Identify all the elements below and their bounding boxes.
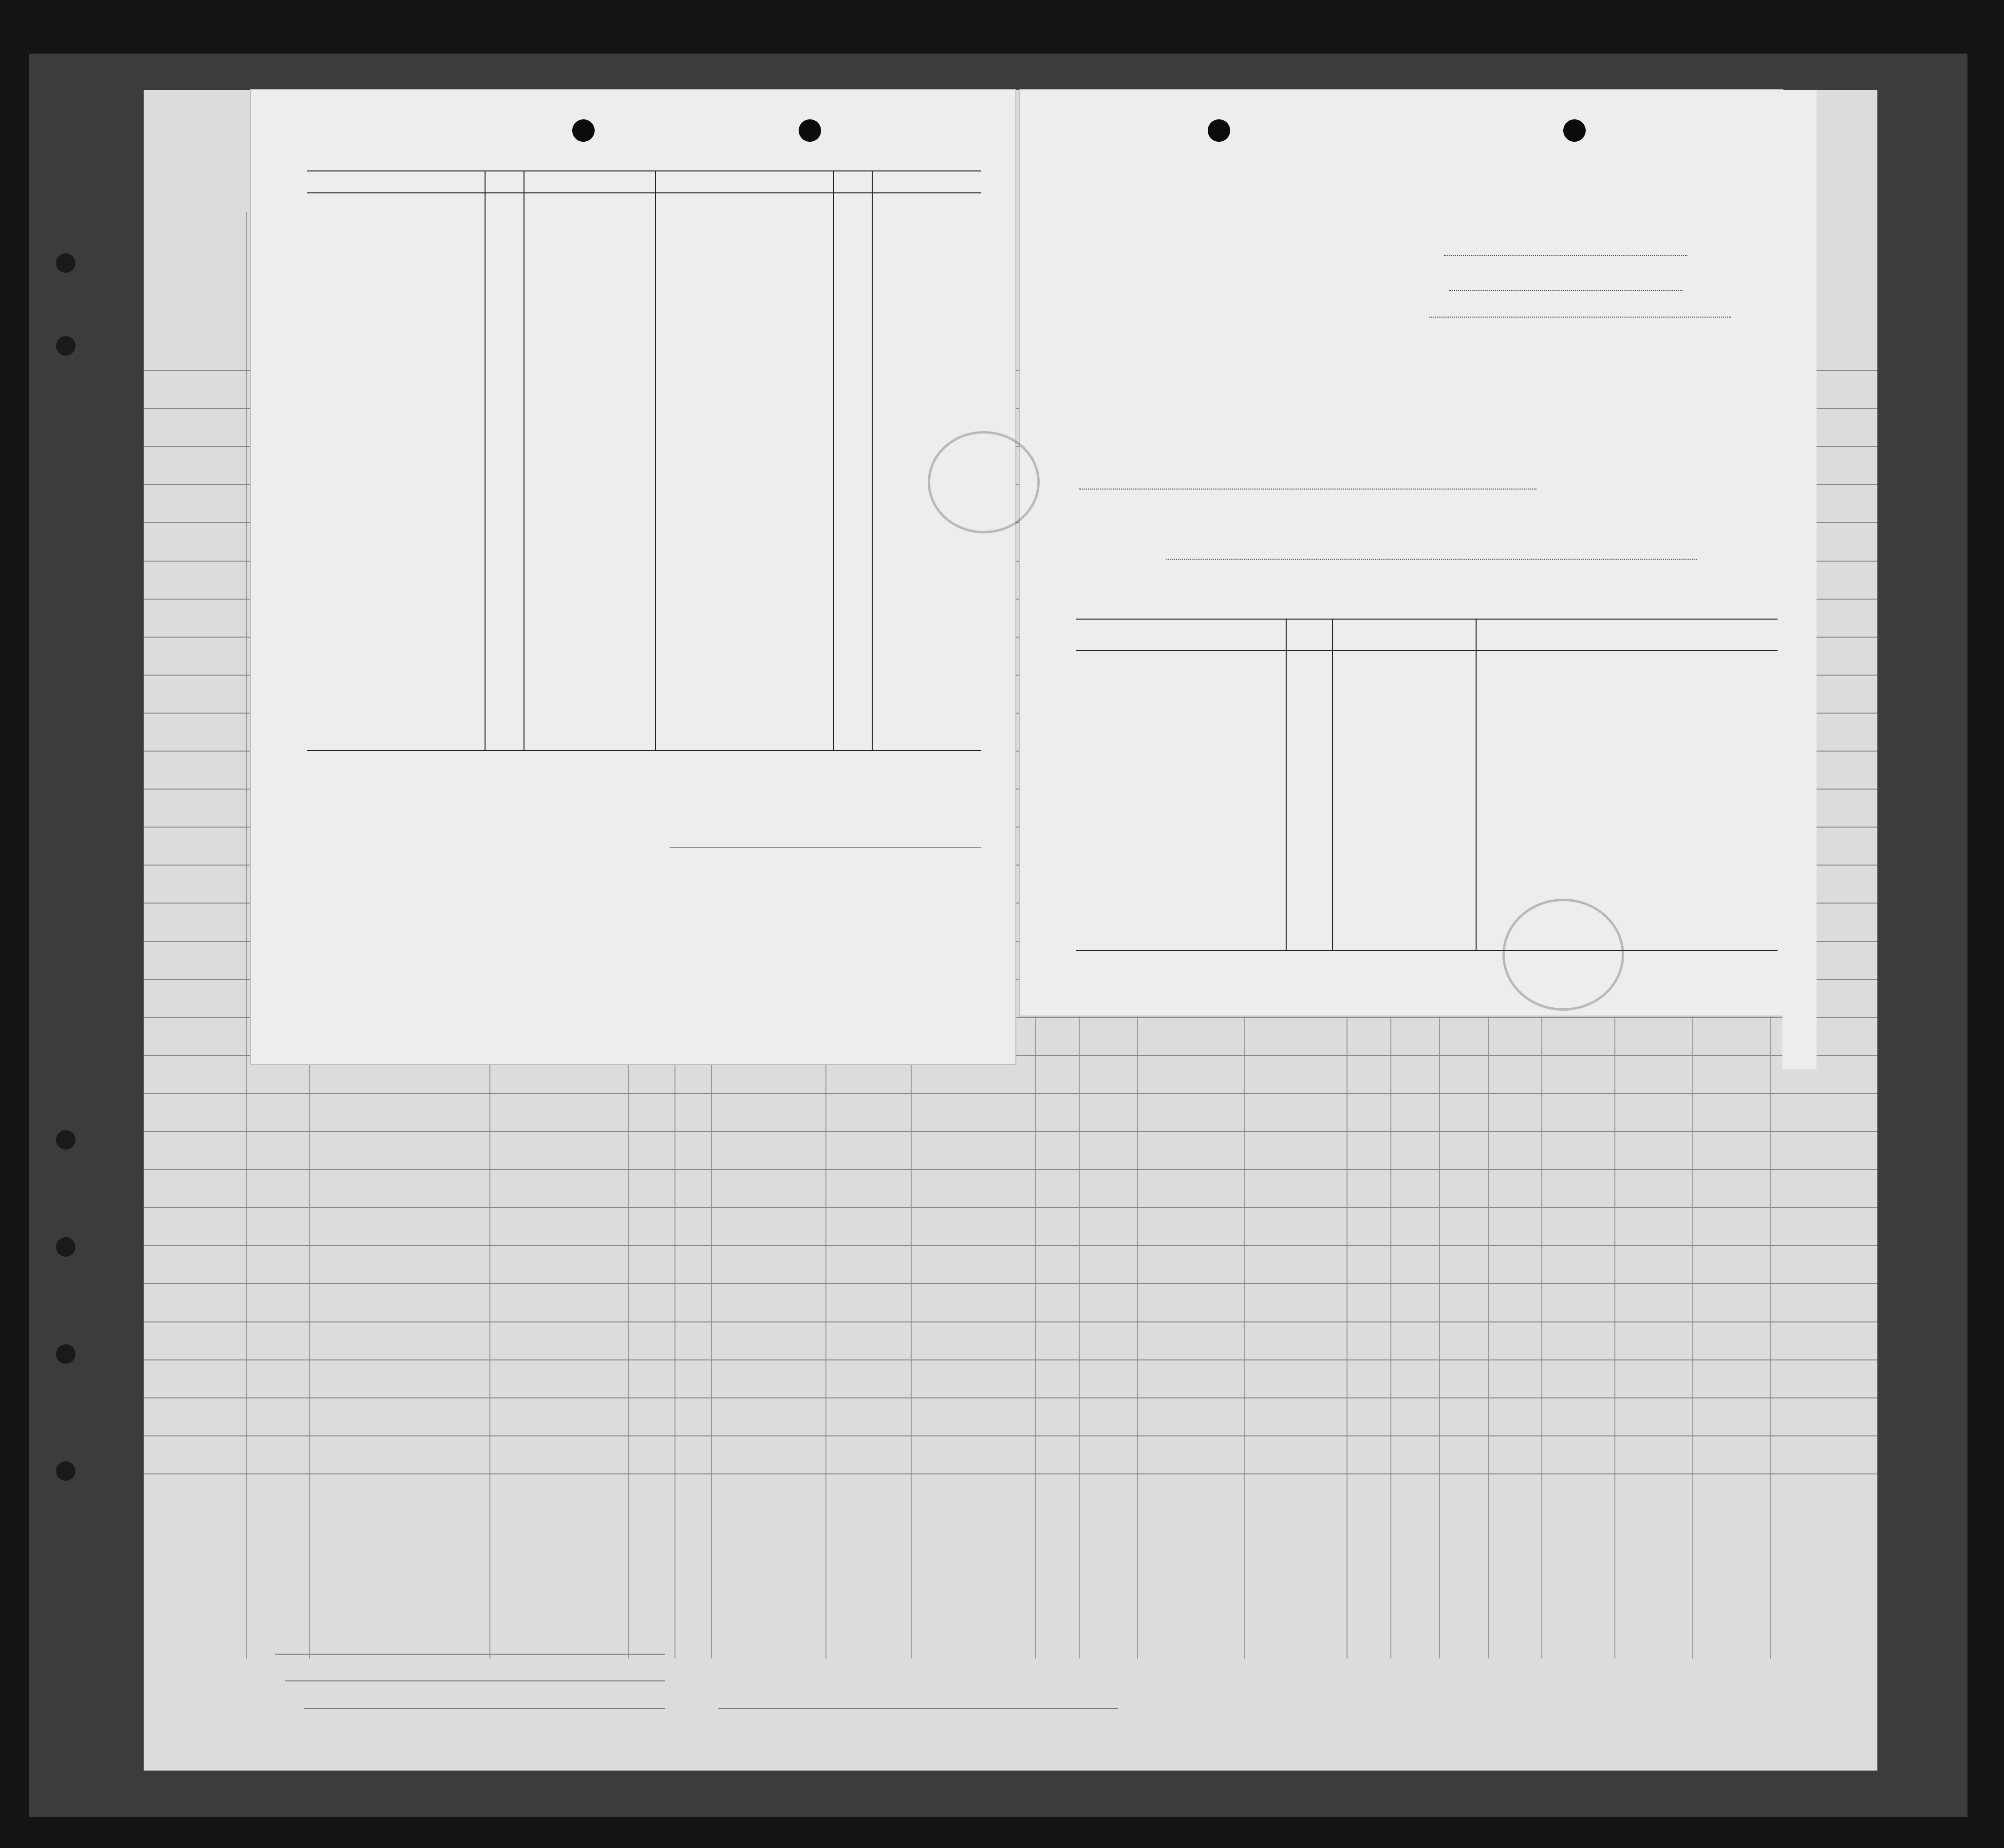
- seamen-signed-on-form: [251, 90, 1015, 1064]
- binder-hole: [56, 1130, 75, 1150]
- manifest-row: [144, 1321, 1877, 1360]
- manifest-row: [144, 1473, 1877, 1512]
- manifest-row: [144, 1207, 1877, 1246]
- voyage-line: [1166, 559, 1697, 560]
- punch-hole: [572, 119, 595, 142]
- table-col-rule: [655, 170, 656, 750]
- manifest-footer: [144, 1581, 1877, 1771]
- manifest-row: [144, 1245, 1877, 1284]
- binder-hole: [56, 1461, 75, 1481]
- table-col-rule: [872, 170, 873, 750]
- deserters-col-rule: [1332, 619, 1333, 950]
- deserters-col-rule: [1286, 619, 1287, 950]
- owners-underline: [285, 1680, 665, 1681]
- master-statement-form: [1020, 90, 1782, 1016]
- table-col-rule: [833, 170, 834, 750]
- port-line: [1444, 255, 1687, 256]
- consignee-line: [1079, 489, 1536, 490]
- table-bottom-rule: [307, 750, 981, 751]
- date-line: [1449, 290, 1683, 291]
- deserters-header-rule: [1076, 650, 1778, 651]
- punch-hole: [1208, 119, 1230, 142]
- binder-hole: [56, 253, 75, 273]
- table-header-rule: [307, 192, 981, 193]
- agents-underline: [304, 1708, 665, 1709]
- manifest-row: [144, 1169, 1877, 1208]
- manifest-row: [144, 1397, 1877, 1436]
- deserters-top-rule: [1076, 619, 1778, 620]
- manifest-row: [144, 1093, 1877, 1132]
- vessel-line: [1429, 317, 1731, 318]
- punch-hole: [1563, 119, 1586, 142]
- deserters-col-rule: [1476, 619, 1477, 950]
- manifest-row: [144, 1283, 1877, 1322]
- round-stamp: [928, 431, 1040, 533]
- manifest-row: [144, 1359, 1877, 1398]
- form-edge: [1782, 90, 1817, 1069]
- table-col-rule: [485, 170, 486, 750]
- punch-hole: [799, 119, 821, 142]
- manifest-row: [144, 1131, 1877, 1170]
- deserters-bottom-rule: [1076, 950, 1778, 951]
- manifest-row: [144, 1435, 1877, 1474]
- binder-hole: [56, 336, 75, 356]
- binder-hole: [56, 1344, 75, 1364]
- round-stamp: [1502, 899, 1624, 1011]
- line-underline: [275, 1654, 665, 1655]
- table-top-rule: [307, 170, 981, 171]
- binder-hole: [56, 1237, 75, 1257]
- inspector-underline: [718, 1708, 1118, 1709]
